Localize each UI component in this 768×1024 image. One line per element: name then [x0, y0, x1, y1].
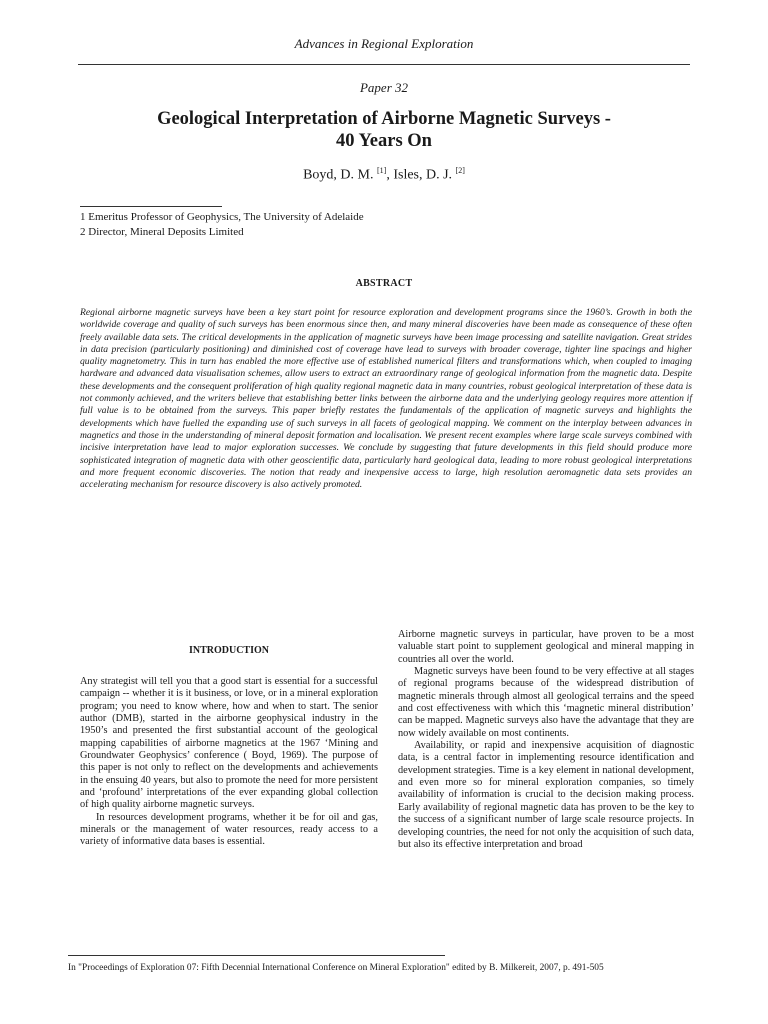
paragraph: Availability, or rapid and inexpensive acquisition of diagnostic data, is a central factor in implementing resource identification and development strategies. Time is a key element in national development, and even more so for mineral exploration companies, so timely availability of information is crucial to the decision making process. Early availability of regional magnetic data has proven to be the key to the success of a significant number of large scale resource projects. In developing countries, the need for not only the acquisition of such data, but also its effective interpretation and broad — [398, 740, 694, 850]
introduction-heading: INTRODUCTION — [188, 645, 269, 656]
abstract-heading: ABSTRACT — [355, 278, 413, 289]
affiliation-rule — [80, 206, 222, 207]
author-1-ref: [1] — [377, 166, 387, 175]
paragraph: In resources development programs, whether it be for oil and gas, minerals or the management of water resources, ready access to a variety of informative data bases is essential. — [80, 811, 378, 848]
author-line — [0, 166, 768, 184]
citation-footnote: In "Proceedings of Exploration 07: Fifth Decennial International Conference on Mineral Exploration" edited by B. Milkereit, 2007, p. 491-505 — [68, 963, 604, 973]
abstract-text: Regional airborne magnetic surveys have been a key start point for resource exploration and development programs since the 1960’s. Growth in both the worldwide coverage and quality of such surveys has been enormous since then, and many mineral discoveries have been made as consequence of these often freely available data sets. The critical developments in the application of magnetic surveys have been image processing and satellite navigation. Great strides in data precision (particularly positioning) and diminished cost of coverage have lead to surveys with broader coverage, tighter line spacings and higher quality magnetometry. This in turn has enabled the more effective use of established numerical filters and transformations which, when coupled to imaging hardware and advanced data visualisation schemes, allow users to extract an extraordinary range of geological information from the magnetic data. Despite these developments and the consequent proliferation of high quality regional magnetic data in many countries, robust geological interpretation of these data is not commonly achieved, and the writers believe that establishing better links between the airborne data and the underlying geology requires more attention if full value is to be obtained from the surveys. This paper briefly restates the fundamentals of the application of magnetic surveys and highlights the developments which have fuelled the expanding use of such surveys in all facets of geological mapping. We comment on the interplay between advances in magnetics and those in the understanding of mineral deposit formation and localisation. We present recent examples where large scale surveys combined with incisive interpretation have lead to major exploration successes. We conclude by suggesting that future developments in this field should produce more sophisticated integration of magnetic data with other geoscientific data, particularly hard geological data, leading to more robust geological interpretations and more frequent economic discoveries. The notion that ready and inexpensive access to large, high resolution aeromagnetic data sets provides an accelerating mechanism for resource discovery is also actively promoted. — [80, 307, 692, 491]
affiliation-2: 2 Director, Mineral Deposits Limited — [80, 226, 244, 238]
author-1: Boyd, D. M. — [303, 167, 374, 183]
author-2-ref: [2] — [455, 166, 465, 175]
footer-rule — [68, 955, 445, 956]
running-header: Advances in Regional Exploration — [294, 36, 474, 51]
paragraph: Magnetic surveys have been found to be very effective at all stages of regional programs because of the widespread distribution of magnetic minerals through almost all geological terrains and the speed and cost effectiveness with which this ‘magnetic mineral distribution’ can be mapped. Magnetic surveys also have the advantage that they are now widely available on most continents. — [398, 666, 694, 739]
title-line-1: Geological Interpretation of Airborne Magnetic Surveys - — [157, 109, 611, 129]
left-column — [80, 676, 378, 849]
affiliations — [80, 210, 364, 240]
author-2: , Isles, D. J. — [386, 167, 453, 183]
paragraph: Any strategist will tell you that a good start is essential for a successful campaign -- whether it is it business, or love, or in a mineral exploration program; you need to know where, how and when to start. The senior author (DMB), started in the airborne geophysical industry in the 1950’s and presented the first substantial account of the geological mapping capabilities of airborne magnetics at the 1967 ‘Mining and Groundwater Geophysics’ conference ( Boyd, 1969). The purpose of this paper is not only to reflect on the developments and achievements in the ensuing 40 years, but also to promote the need for more persistent and ‘profound’ interpretations of the ever expanding global collection of high quality airborne magnetic surveys. — [80, 676, 378, 811]
header-rule — [78, 64, 690, 65]
paper-title — [0, 108, 768, 152]
affiliation-1: 1 Emeritus Professor of Geophysics, The University of Adelaide — [80, 211, 364, 223]
paragraph: Airborne magnetic surveys in particular, have proven to be a most valuable start point to supplement geological and mineral mapping in countries all over the world. — [398, 629, 694, 665]
right-column — [398, 629, 694, 851]
paper-number: Paper 32 — [359, 80, 409, 95]
title-line-2: 40 Years On — [336, 131, 432, 151]
